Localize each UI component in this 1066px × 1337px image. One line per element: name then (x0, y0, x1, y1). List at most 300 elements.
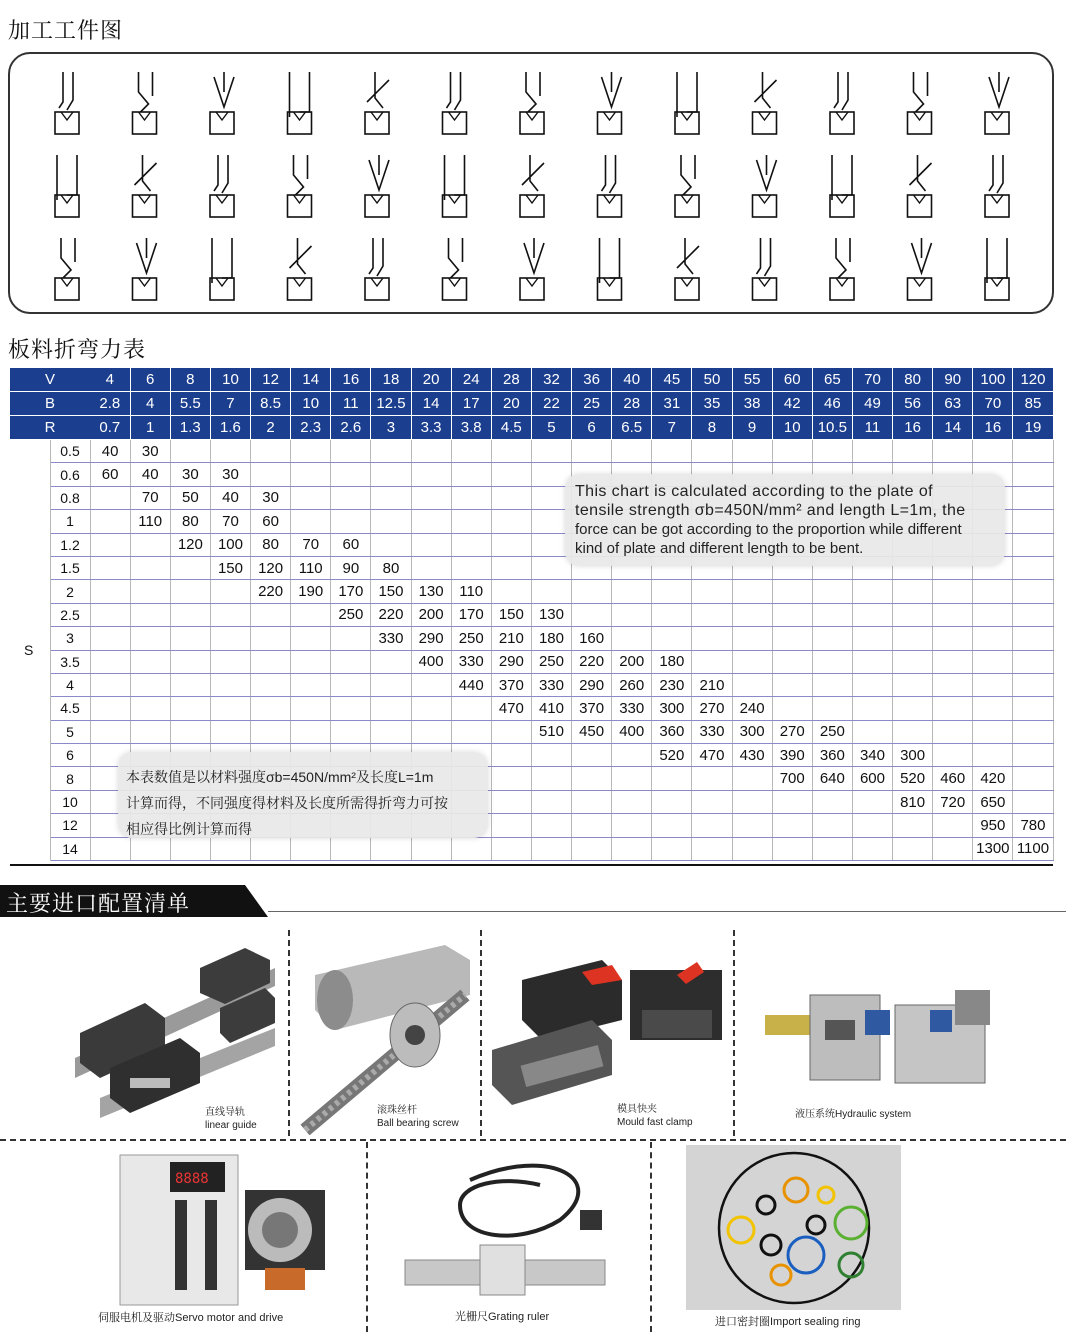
header-label: V (10, 368, 90, 392)
caption-linear-guide: 直线导轨 linear guide (205, 1107, 257, 1131)
force-cell (732, 627, 772, 650)
force-cell: 220 (371, 603, 411, 626)
bending-die-punch-icon (985, 238, 1009, 300)
force-cell (893, 650, 933, 673)
header-cell: 8.5 (251, 392, 291, 416)
force-cell (90, 720, 130, 743)
force-cell (812, 580, 852, 603)
caption-mould-clamp: 模具快夹 Mould fast clamp (617, 1104, 693, 1128)
force-cell (933, 627, 973, 650)
header-cell: 14 (411, 392, 451, 416)
force-cell: 170 (331, 580, 371, 603)
force-cell: 210 (692, 673, 732, 696)
force-cell (933, 603, 973, 626)
force-cell: 330 (531, 673, 571, 696)
force-cell (170, 627, 210, 650)
table-row (10, 603, 1053, 626)
force-cell (371, 650, 411, 673)
force-cell (130, 533, 170, 556)
force-cell: 30 (170, 463, 210, 486)
force-cell (732, 580, 772, 603)
header-cell: 10.5 (812, 416, 852, 440)
header-cell: 6.5 (612, 416, 652, 440)
thickness-cell: 8 (50, 767, 90, 790)
force-cell (90, 533, 130, 556)
force-cell: 70 (210, 510, 250, 533)
force-cell (612, 790, 652, 813)
force-cell (451, 510, 491, 533)
bending-die-punch-icon (753, 155, 777, 217)
force-cell: 120 (251, 556, 291, 579)
bending-die-punch-icon (520, 238, 544, 300)
force-cell (371, 673, 411, 696)
force-cell (371, 463, 411, 486)
force-cell: 270 (692, 697, 732, 720)
force-cell: 470 (491, 697, 531, 720)
thickness-cell: 2 (50, 580, 90, 603)
header-row-v (10, 368, 1053, 392)
force-cell (612, 440, 652, 463)
header-cell: 20 (491, 392, 531, 416)
header-cell: 56 (893, 392, 933, 416)
force-cell (852, 697, 892, 720)
header-cell: 1.6 (210, 416, 250, 440)
force-cell (491, 533, 531, 556)
force-cell (612, 814, 652, 837)
force-cell (1013, 510, 1053, 533)
force-cell (652, 790, 692, 813)
force-cell (852, 673, 892, 696)
force-cell (1013, 603, 1053, 626)
header-cell: 70 (852, 368, 892, 392)
force-cell: 120 (170, 533, 210, 556)
force-cell (812, 837, 852, 860)
force-cell (893, 837, 933, 860)
force-cell (732, 650, 772, 673)
header-cell: 7 (652, 416, 692, 440)
force-cell: 300 (652, 697, 692, 720)
force-cell (411, 673, 451, 696)
divider (733, 930, 735, 1136)
bending-die-punch-icon (210, 72, 234, 134)
header-cell: 49 (852, 392, 892, 416)
force-cell: 60 (331, 533, 371, 556)
header-cell: 8 (170, 368, 210, 392)
force-cell (170, 720, 210, 743)
table-row (10, 673, 1053, 696)
bending-die-punch-icon (520, 155, 544, 217)
force-cell: 150 (371, 580, 411, 603)
bending-die-punch-icon (830, 72, 854, 134)
force-cell (933, 814, 973, 837)
force-cell (973, 603, 1013, 626)
bending-die-punch-icon (133, 72, 157, 134)
bending-die-punch-icon (908, 155, 932, 217)
force-cell (933, 744, 973, 767)
force-cell: 440 (451, 673, 491, 696)
table-row (10, 580, 1053, 603)
force-cell (130, 720, 170, 743)
force-cell: 370 (572, 697, 612, 720)
force-cell (732, 790, 772, 813)
servo-motor-photo (115, 1150, 335, 1310)
force-cell: 40 (90, 440, 130, 463)
bending-die-punch-icon (598, 72, 622, 134)
force-cell (531, 767, 571, 790)
force-cell (491, 486, 531, 509)
force-cell (812, 697, 852, 720)
header-cell: 16 (893, 416, 933, 440)
header-cell: 5 (531, 416, 571, 440)
force-cell: 80 (371, 556, 411, 579)
force-cell: 80 (170, 510, 210, 533)
header-cell: 31 (652, 392, 692, 416)
force-cell (893, 440, 933, 463)
force-cell (371, 720, 411, 743)
force-cell (772, 580, 812, 603)
force-cell: 230 (652, 673, 692, 696)
bending-die-punch-icon (288, 238, 312, 300)
bending-die-punch-icon (675, 72, 699, 134)
force-cell (170, 556, 210, 579)
force-cell (331, 440, 371, 463)
header-cell: 42 (772, 392, 812, 416)
force-cell (852, 603, 892, 626)
hydraulic-system-photo (755, 985, 1005, 1095)
thickness-cell: 0.8 (50, 486, 90, 509)
force-cell: 1300 (973, 837, 1013, 860)
header-cell: 9 (732, 416, 772, 440)
force-cell: 150 (210, 556, 250, 579)
force-cell (331, 720, 371, 743)
table-bottom-rule (10, 864, 1053, 866)
force-cell: 160 (572, 627, 612, 650)
header-cell: 19 (1013, 416, 1053, 440)
force-cell (451, 720, 491, 743)
note-en-line: This chart is calculated according to the plate of (575, 483, 933, 500)
force-cell: 370 (491, 673, 531, 696)
force-cell (411, 697, 451, 720)
force-cell (291, 720, 331, 743)
bending-die-punch-icon (908, 72, 932, 134)
force-cell: 640 (812, 767, 852, 790)
force-cell (371, 533, 411, 556)
header-cell: 70 (973, 392, 1013, 416)
force-cell: 200 (612, 650, 652, 673)
force-cell (130, 603, 170, 626)
bending-die-punch-icon (675, 155, 699, 217)
force-cell (652, 603, 692, 626)
force-cell (371, 510, 411, 533)
force-cell: 400 (411, 650, 451, 673)
force-cell (852, 627, 892, 650)
force-cell (812, 673, 852, 696)
force-cell: 450 (572, 720, 612, 743)
force-cell (451, 440, 491, 463)
force-cell (210, 673, 250, 696)
force-cell (251, 603, 291, 626)
header-cell: 3.8 (451, 416, 491, 440)
force-cell (973, 720, 1013, 743)
force-cell (812, 627, 852, 650)
header-cell: 1 (130, 416, 170, 440)
force-cell: 410 (531, 697, 571, 720)
force-cell (531, 580, 571, 603)
force-cell (251, 463, 291, 486)
force-cell: 300 (893, 744, 933, 767)
force-cell: 250 (531, 650, 571, 673)
bending-die-punch-icon (288, 155, 312, 217)
bending-die-punch-icon (443, 155, 467, 217)
force-cell (812, 440, 852, 463)
bending-die-punch-icon (598, 155, 622, 217)
force-cell: 250 (451, 627, 491, 650)
force-cell (170, 650, 210, 673)
caption-grating-ruler: 光栅尺Grating ruler (455, 1311, 550, 1323)
header-cell: 7 (210, 392, 250, 416)
header-cell: 3 (371, 416, 411, 440)
force-cell: 110 (451, 580, 491, 603)
thickness-cell: 1.2 (50, 533, 90, 556)
header-cell: 45 (652, 368, 692, 392)
bending-die-punch-icon (210, 155, 234, 217)
force-cell (1013, 650, 1053, 673)
force-cell (893, 673, 933, 696)
force-cell (572, 440, 612, 463)
bending-die-punch-icon (830, 238, 854, 300)
force-cell (331, 463, 371, 486)
force-cell (411, 463, 451, 486)
force-cell (1013, 673, 1053, 696)
force-cell (210, 697, 250, 720)
force-cell (732, 814, 772, 837)
force-cell (411, 720, 451, 743)
force-cell (90, 650, 130, 673)
force-cell (90, 556, 130, 579)
force-cell (933, 673, 973, 696)
force-cell (772, 673, 812, 696)
workpiece-title: 加工工件图 (8, 18, 124, 43)
thickness-cell: 3.5 (50, 650, 90, 673)
force-cell (291, 673, 331, 696)
bending-die-punch-icon (520, 72, 544, 134)
header-cell: 85 (1013, 392, 1053, 416)
force-cell (812, 814, 852, 837)
force-cell (130, 556, 170, 579)
force-cell (411, 440, 451, 463)
force-cell (291, 510, 331, 533)
force-cell (852, 790, 892, 813)
force-cell (572, 837, 612, 860)
table-row (10, 720, 1053, 743)
force-cell: 360 (812, 744, 852, 767)
force-cell (531, 556, 571, 579)
force-cell (732, 837, 772, 860)
force-cell (491, 814, 531, 837)
header-cell: 24 (451, 368, 491, 392)
force-cell (491, 720, 531, 743)
force-cell (812, 603, 852, 626)
force-cell: 430 (732, 744, 772, 767)
force-cell (893, 603, 933, 626)
thickness-cell: 1.5 (50, 556, 90, 579)
force-cell (572, 767, 612, 790)
table-row (10, 697, 1053, 720)
force-cell (491, 556, 531, 579)
table-row (10, 650, 1053, 673)
bending-die-punch-icon (133, 238, 157, 300)
force-cell (291, 697, 331, 720)
force-cell: 220 (251, 580, 291, 603)
workpiece-diagram (10, 54, 1056, 316)
force-cell (692, 814, 732, 837)
force-cell (451, 463, 491, 486)
force-cell: 90 (331, 556, 371, 579)
thickness-cell: 14 (50, 837, 90, 860)
thickness-cell: 2.5 (50, 603, 90, 626)
force-cell (1013, 463, 1053, 486)
note-en-line: force can be got according to the proportion while different (575, 521, 962, 538)
force-cell (210, 580, 250, 603)
header-row-b (10, 392, 1053, 416)
force-cell (973, 440, 1013, 463)
caption-ball-screw: 滚珠丝杆 Ball bearing screw (377, 1105, 459, 1129)
force-cell (772, 627, 812, 650)
force-cell: 150 (491, 603, 531, 626)
header-cell: 4 (90, 368, 130, 392)
force-cell (893, 627, 933, 650)
force-cell: 100 (210, 533, 250, 556)
header-cell: 38 (732, 392, 772, 416)
header-cell: 90 (933, 368, 973, 392)
header-cell: 3.3 (411, 416, 451, 440)
caption-sealing-ring: 进口密封圈Import sealing ring (715, 1316, 861, 1328)
thickness-cell: 12 (50, 814, 90, 837)
force-cell: 400 (612, 720, 652, 743)
header-cell: 50 (692, 368, 732, 392)
bending-die-punch-icon (753, 238, 777, 300)
force-cell (90, 837, 130, 860)
force-cell (491, 790, 531, 813)
note-en-line: tensile strength σb=450N/mm² and length L=1m, the (575, 502, 966, 519)
force-cell (90, 603, 130, 626)
bending-die-punch-icon (133, 155, 157, 217)
force-cell (1013, 556, 1053, 579)
thickness-cell: 0.5 (50, 440, 90, 463)
header-cell: 5.5 (170, 392, 210, 416)
force-cell: 650 (973, 790, 1013, 813)
force-cell: 60 (90, 463, 130, 486)
header-cell: 6 (130, 368, 170, 392)
force-cell (652, 627, 692, 650)
force-cell: 40 (130, 463, 170, 486)
thickness-cell: 5 (50, 720, 90, 743)
bending-die-punch-icon (753, 72, 777, 134)
force-cell (612, 580, 652, 603)
force-cell (772, 440, 812, 463)
force-cell (251, 440, 291, 463)
force-cell (291, 650, 331, 673)
force-cell: 110 (291, 556, 331, 579)
thickness-axis-label: S (10, 440, 50, 861)
force-cell (612, 837, 652, 860)
header-cell: 4.5 (491, 416, 531, 440)
force-cell: 50 (170, 486, 210, 509)
bending-die-punch-icon (365, 238, 389, 300)
force-cell (291, 463, 331, 486)
force-cell (90, 697, 130, 720)
force-cell (692, 790, 732, 813)
divider (366, 1142, 368, 1332)
force-cell: 30 (130, 440, 170, 463)
force-cell (411, 556, 451, 579)
divider (0, 1139, 1066, 1141)
header-cell: 32 (531, 368, 571, 392)
force-cell (893, 720, 933, 743)
force-cell (531, 837, 571, 860)
bending-die-punch-icon (443, 238, 467, 300)
note-chinese (118, 752, 488, 838)
bending-die-punch-icon (55, 155, 79, 217)
force-cell: 130 (411, 580, 451, 603)
force-cell (572, 603, 612, 626)
force-cell: 60 (251, 510, 291, 533)
force-cell (1013, 533, 1053, 556)
force-cell: 330 (371, 627, 411, 650)
force-cell (852, 720, 892, 743)
force-cell (251, 697, 291, 720)
force-cell (130, 650, 170, 673)
force-cell: 240 (732, 697, 772, 720)
header-cell: 28 (491, 368, 531, 392)
divider (288, 930, 290, 1136)
header-cell: 4 (130, 392, 170, 416)
force-cell (491, 510, 531, 533)
force-cell (251, 650, 291, 673)
force-cell (251, 673, 291, 696)
force-cell (1013, 744, 1053, 767)
force-cell: 110 (130, 510, 170, 533)
force-cell (852, 580, 892, 603)
force-cell (772, 837, 812, 860)
force-cell: 190 (291, 580, 331, 603)
force-cell (170, 440, 210, 463)
mould-clamp-photo (482, 950, 732, 1110)
force-cell (210, 440, 250, 463)
force-cell (531, 814, 571, 837)
header-cell: 20 (411, 368, 451, 392)
force-cell (692, 650, 732, 673)
header-cell: 8 (692, 416, 732, 440)
force-cell (1013, 697, 1053, 720)
force-cell (933, 580, 973, 603)
force-cell (1013, 767, 1053, 790)
header-cell: 65 (812, 368, 852, 392)
bending-die-punch-icon (365, 155, 389, 217)
force-cell (732, 440, 772, 463)
force-cell (1013, 790, 1053, 813)
force-cell: 290 (411, 627, 451, 650)
force-cell (572, 814, 612, 837)
force-cell (491, 463, 531, 486)
force-cell: 130 (531, 603, 571, 626)
force-cell (933, 650, 973, 673)
force-cell (210, 627, 250, 650)
header-cell: 100 (973, 368, 1013, 392)
force-cell (893, 580, 933, 603)
header-cell: 36 (572, 368, 612, 392)
force-cell (90, 510, 130, 533)
